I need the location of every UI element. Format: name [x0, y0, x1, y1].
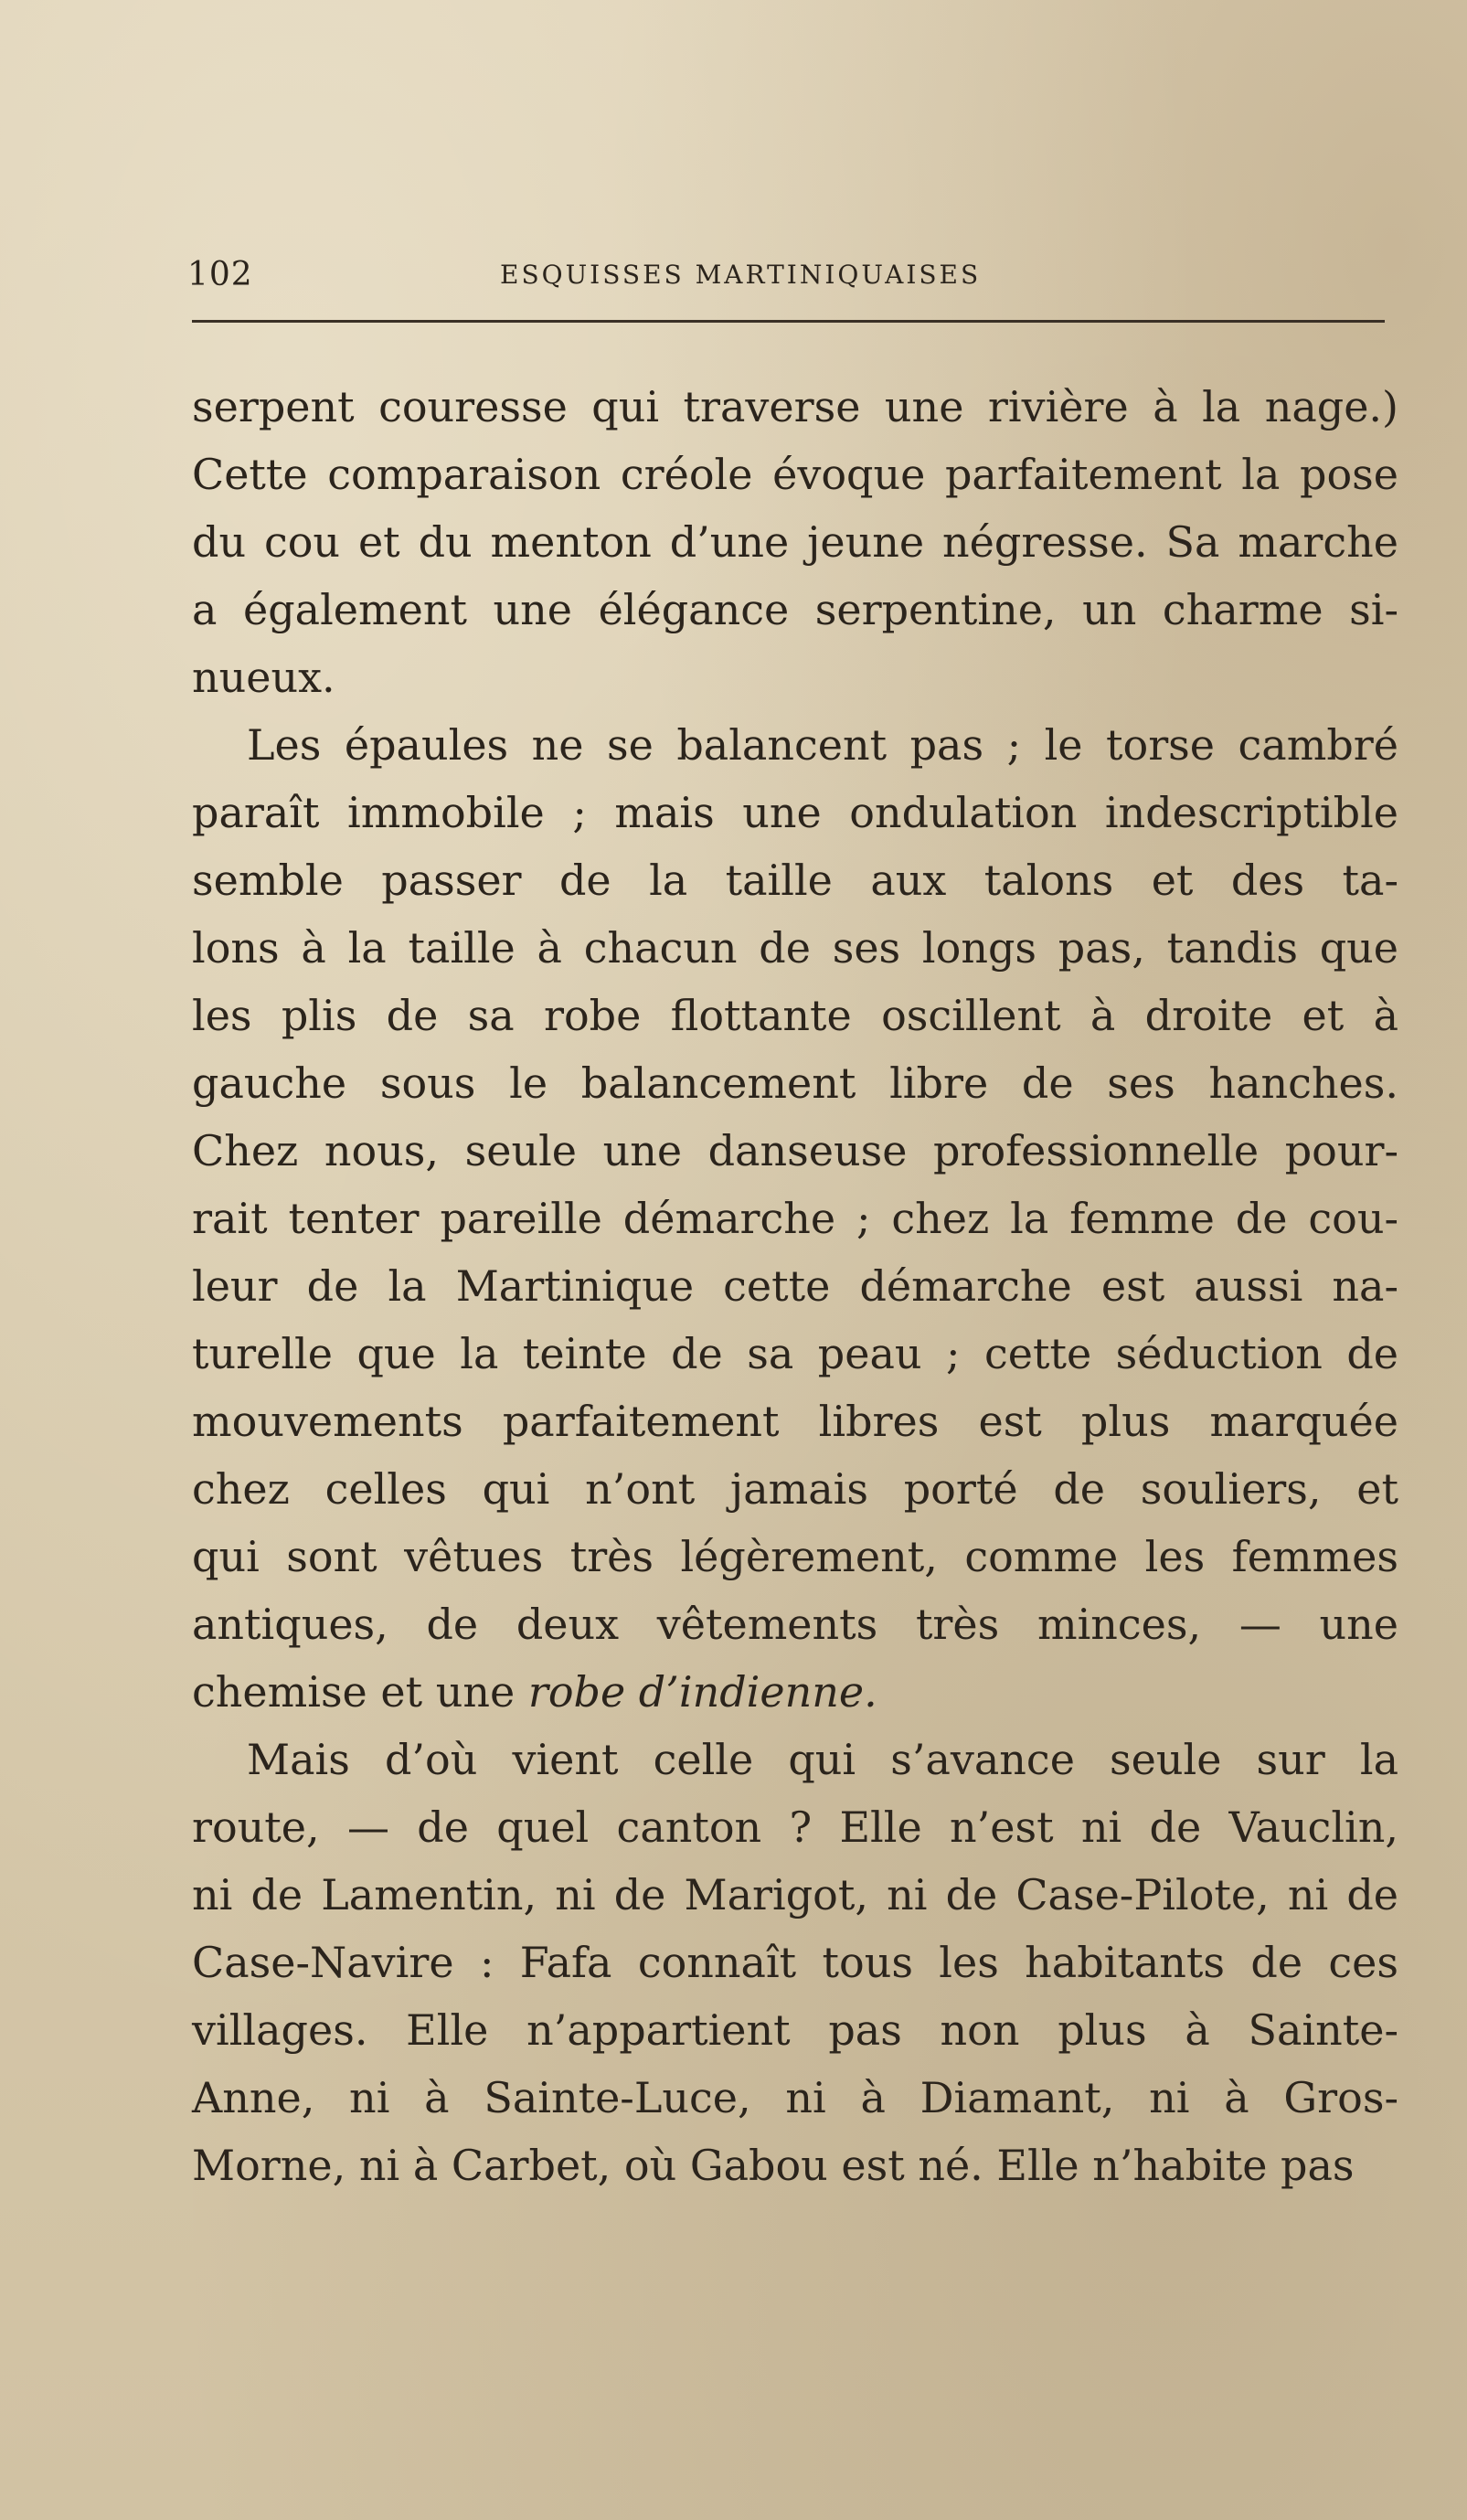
- text-line: lons à la taille à chacun de ses longs pas, tandis que: [192, 923, 1398, 973]
- body-text: [192, 373, 1398, 2199]
- text-line: antiques, de deux vêtements très minces, — une: [192, 1600, 1398, 1649]
- text-line: chez celles qui n’ont jamais porté de souliers, et: [192, 1464, 1398, 1514]
- italic-phrase: robe d’indienne.: [527, 1667, 877, 1717]
- text-line: nueux.: [192, 653, 335, 702]
- text-line: Morne, ni à Carbet, où Gabou est né. Elle n’habite pas: [192, 2141, 1355, 2190]
- text-line: route, — de quel canton ? Elle n’est ni de Vauclin,: [192, 1802, 1398, 1852]
- text-line: gauche sous le balancement libre de ses hanches.: [192, 1058, 1398, 1108]
- header-rule: [192, 320, 1385, 323]
- text-line: ni de Lamentin, ni de Marigot, ni de Case-Pilote, ni de: [192, 1870, 1398, 1919]
- page-header: [187, 245, 1385, 300]
- text-line: du cou et du menton d’une jeune négresse. Sa marche: [192, 517, 1398, 567]
- text-line: Cette comparaison créole évoque parfaitement la pose: [192, 450, 1398, 499]
- text-line-prefix: chemise et une: [192, 1667, 528, 1717]
- page-number: 102: [187, 256, 253, 293]
- text-line: Mais d’où vient celle qui s’avance seule sur la: [247, 1735, 1398, 1784]
- text-line: turelle que la teinte de sa peau ; cette séduction de: [192, 1329, 1398, 1378]
- text-line: Chez nous, seule une danseuse professionnelle pour-: [192, 1126, 1398, 1175]
- running-head: ESQUISSES MARTINIQUAISES: [500, 260, 982, 290]
- text-line: [192, 1658, 1398, 1726]
- text-line: rait tenter pareille démarche ; chez la femme de cou-: [192, 1194, 1398, 1243]
- text-line: serpent couresse qui traverse une rivière à la nage.): [192, 382, 1398, 431]
- text-line: Case-Navire : Fafa connaît tous les habitants de ces: [192, 1938, 1398, 1987]
- text-line: Anne, ni à Sainte-Luce, ni à Diamant, ni à Gros-: [192, 2073, 1398, 2122]
- text-line: mouvements parfaitement libres est plus marquée: [192, 1397, 1398, 1446]
- text-line: semble passer de la taille aux talons et des ta-: [192, 856, 1398, 905]
- text-line: Les épaules ne se balancent pas ; le torse cambré: [247, 720, 1398, 770]
- text-line: leur de la Martinique cette démarche est aussi na-: [192, 1261, 1398, 1311]
- text-line: les plis de sa robe flottante oscillent à droite et à: [192, 991, 1398, 1040]
- text-line: villages. Elle n’appartient pas non plus à Sainte-: [192, 2005, 1398, 2055]
- text-line: paraît immobile ; mais une ondulation indescriptible: [192, 788, 1398, 837]
- text-line: a également une élégance serpentine, un charme si-: [192, 585, 1398, 634]
- text-line: qui sont vêtues très légèrement, comme les femmes: [192, 1532, 1398, 1581]
